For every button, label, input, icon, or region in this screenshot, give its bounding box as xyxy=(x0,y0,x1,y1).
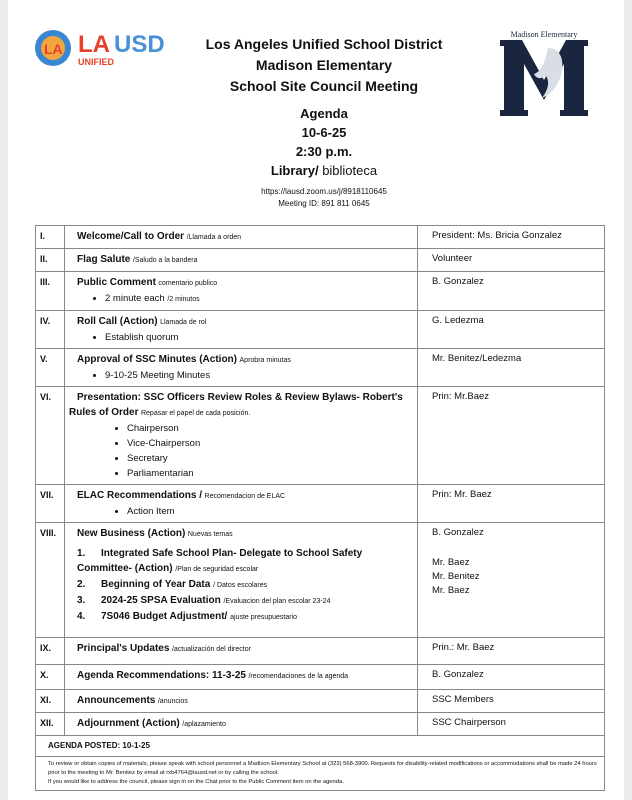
agenda-row xyxy=(36,523,605,638)
sub-item: 1. Integrated Safe School Plan- Delegate to School Safety Committee- (Action) /Plan de seguridad escolar xyxy=(77,548,363,574)
agenda-row xyxy=(36,226,605,249)
item-title-spanish: Nuevas temas xyxy=(187,531,233,538)
item-content xyxy=(65,226,418,249)
item-presenter xyxy=(418,638,605,665)
svg-text:USD: USD xyxy=(114,31,165,58)
item-bullet: • Vice-Chairperson xyxy=(127,436,413,451)
item-title: Welcome/Call to Order xyxy=(77,231,185,242)
item-title-spanish: /Saludo a la bandera xyxy=(132,257,198,264)
item-title-spanish: Aprobra minutas xyxy=(239,357,291,364)
item-content xyxy=(65,485,418,523)
item-number: VII. xyxy=(36,485,65,523)
item-number: VI. xyxy=(36,387,65,485)
item-title: ELAC Recommendations / xyxy=(77,490,203,501)
presenter: G. Ledezma xyxy=(432,315,484,326)
item-number: XII. xyxy=(36,713,65,736)
presenter: SSC Chairperson xyxy=(432,717,506,728)
item-number: VIII. xyxy=(36,523,65,638)
meeting-date: 10-6-25 xyxy=(301,125,347,140)
item-presenter xyxy=(418,690,605,713)
presenter: Prin: Mr.Baez xyxy=(432,391,490,402)
item-content xyxy=(65,249,418,272)
item-title: New Business (Action) xyxy=(77,528,186,539)
sub-presenter: Mr. Baez xyxy=(432,557,470,568)
item-number: IX. xyxy=(36,638,65,665)
footer-row xyxy=(36,757,605,791)
agenda-label: Agenda xyxy=(300,106,348,121)
item-title: Agenda Recommendations: 11-3-25 xyxy=(77,670,246,681)
agenda-row xyxy=(36,485,605,523)
item-bullet: • 2 minute each /2 minutos xyxy=(105,291,413,307)
item-number: II. xyxy=(36,249,65,272)
presenter: Prin.: Mr. Baez xyxy=(432,642,495,653)
item-title-spanish: Llamada de rol xyxy=(160,319,207,326)
item-content xyxy=(65,665,418,690)
item-title: Adjournment (Action) xyxy=(77,718,180,729)
agenda-row xyxy=(36,665,605,690)
item-presenter xyxy=(418,387,605,485)
presenter: Prin: Mr. Baez xyxy=(432,489,492,500)
item-content xyxy=(65,272,418,311)
item-title-spanish: /actualización del director xyxy=(171,646,251,653)
item-title-spanish: /recomendaciones de la agenda xyxy=(248,673,349,680)
presenter: B. Gonzalez xyxy=(432,276,484,287)
presenter: SSC Members xyxy=(432,694,494,705)
item-content xyxy=(65,387,418,485)
item-number: XI. xyxy=(36,690,65,713)
item-title-spanish: /aplazamiento xyxy=(182,721,226,728)
item-title: Public Comment xyxy=(77,277,156,288)
agenda-row xyxy=(36,387,605,485)
meeting-time: 2:30 p.m. xyxy=(295,144,353,159)
agenda-row xyxy=(36,249,605,272)
school-name: Madison Elementary xyxy=(255,57,393,73)
meeting-location: Library/ biblioteca xyxy=(270,163,378,178)
item-bullet: • Parliamentarian xyxy=(127,466,413,481)
svg-text:Madison Elementary: Madison Elementary xyxy=(510,30,578,39)
item-title: Approval of SSC Minutes (Action) xyxy=(77,354,237,365)
agenda-row xyxy=(36,713,605,736)
svg-text:LA: LA xyxy=(78,31,110,58)
item-title: Roll Call (Action) xyxy=(77,316,158,327)
agenda-row xyxy=(36,690,605,713)
item-title: Announcements xyxy=(77,695,156,706)
posted-row xyxy=(36,736,605,757)
svg-text:LA: LA xyxy=(44,41,63,57)
meeting-id: Meeting ID: 891 811 0645 xyxy=(278,199,370,208)
svg-text:UNIFIED: UNIFIED xyxy=(78,57,114,67)
meeting-name: School Site Council Meeting xyxy=(229,78,419,94)
sub-presenter: Mr. Baez xyxy=(432,585,470,596)
item-content xyxy=(65,311,418,349)
item-bullet: • Establish quorum xyxy=(105,330,413,345)
sub-presenter: Mr. Benitez xyxy=(432,571,480,582)
item-title-spanish: Recomendacion de ELAC xyxy=(204,493,286,500)
item-number: X. xyxy=(36,665,65,690)
zoom-link[interactable]: https://lausd.zoom.us/j/8918110645 xyxy=(261,187,387,196)
item-number: V. xyxy=(36,349,65,387)
item-bullet: • Chairperson xyxy=(127,421,413,436)
item-presenter xyxy=(418,249,605,272)
agenda-row xyxy=(36,272,605,311)
item-number: I. xyxy=(36,226,65,249)
item-content xyxy=(65,349,418,387)
item-presenter xyxy=(418,485,605,523)
footer-notice: To review or obtain copies of materials, please speak with school personnel a Madison Elementary School at (323) 568-3900. Requests for disability-related modifications or accommodations shall be made 24 hours prior to the meeting to Mr. Benitez by email at rxb4764@lausd.net or by calling the school. If you would like to address the council, please sign in on the Chat prior to the Public Comment item on the agenda. xyxy=(36,757,605,791)
agenda-row xyxy=(36,311,605,349)
item-number: III. xyxy=(36,272,65,311)
item-title: Principal's Updates xyxy=(77,643,170,654)
item-presenter xyxy=(418,713,605,736)
item-content xyxy=(65,713,418,736)
agenda-table xyxy=(35,225,605,791)
presenter: Mr. Benitez/Ledezma xyxy=(432,353,522,364)
item-bullet: • 9-10-25 Meeting Minutes xyxy=(105,368,413,383)
item-bullet: • Action Item xyxy=(127,504,413,519)
item-bullet: • Secretary xyxy=(127,451,413,466)
sub-item: 2. Beginning of Year Data / Datos escolares xyxy=(77,579,268,590)
district-name: Los Angeles Unified School District xyxy=(205,36,443,52)
item-title-spanish: /anuncios xyxy=(157,698,188,705)
meeting-info xyxy=(8,104,632,180)
agenda-row xyxy=(36,638,605,665)
item-content xyxy=(65,638,418,665)
presenter: B. Gonzalez xyxy=(432,527,484,538)
presenter: Volunteer xyxy=(432,253,473,264)
item-title: Presentation: SSC Officers Review Roles & Review Bylaws- Robert's Rules of Order xyxy=(69,392,403,418)
agenda-page xyxy=(8,0,624,800)
presenter: President: Ms. Bricia Gonzalez xyxy=(432,230,562,241)
item-presenter xyxy=(418,311,605,349)
agenda-row xyxy=(36,349,605,387)
presenter: B. Gonzalez xyxy=(432,669,484,680)
item-presenter xyxy=(418,349,605,387)
sub-item: 4. 7S046 Budget Adjustment/ ajuste presupuestario xyxy=(77,611,298,622)
sub-item: 3. 2024-25 SPSA Evaluation /Evaluacion del plan escolar 23-24 xyxy=(77,595,331,606)
item-content xyxy=(65,523,418,638)
item-presenter xyxy=(418,665,605,690)
item-content xyxy=(65,690,418,713)
zoom-info xyxy=(8,186,632,210)
item-title-spanish: /Llamada a orden xyxy=(186,234,242,241)
item-number: IV. xyxy=(36,311,65,349)
header-title xyxy=(8,34,632,97)
item-presenter xyxy=(418,523,605,638)
item-title-spanish: comentario publico xyxy=(158,280,218,287)
item-presenter xyxy=(418,226,605,249)
agenda-posted: AGENDA POSTED: 10-1-25 xyxy=(36,736,605,757)
item-title-spanish: Repasar el papel de cada posición. xyxy=(140,410,251,417)
item-title: Flag Salute xyxy=(77,254,131,265)
item-presenter xyxy=(418,272,605,311)
